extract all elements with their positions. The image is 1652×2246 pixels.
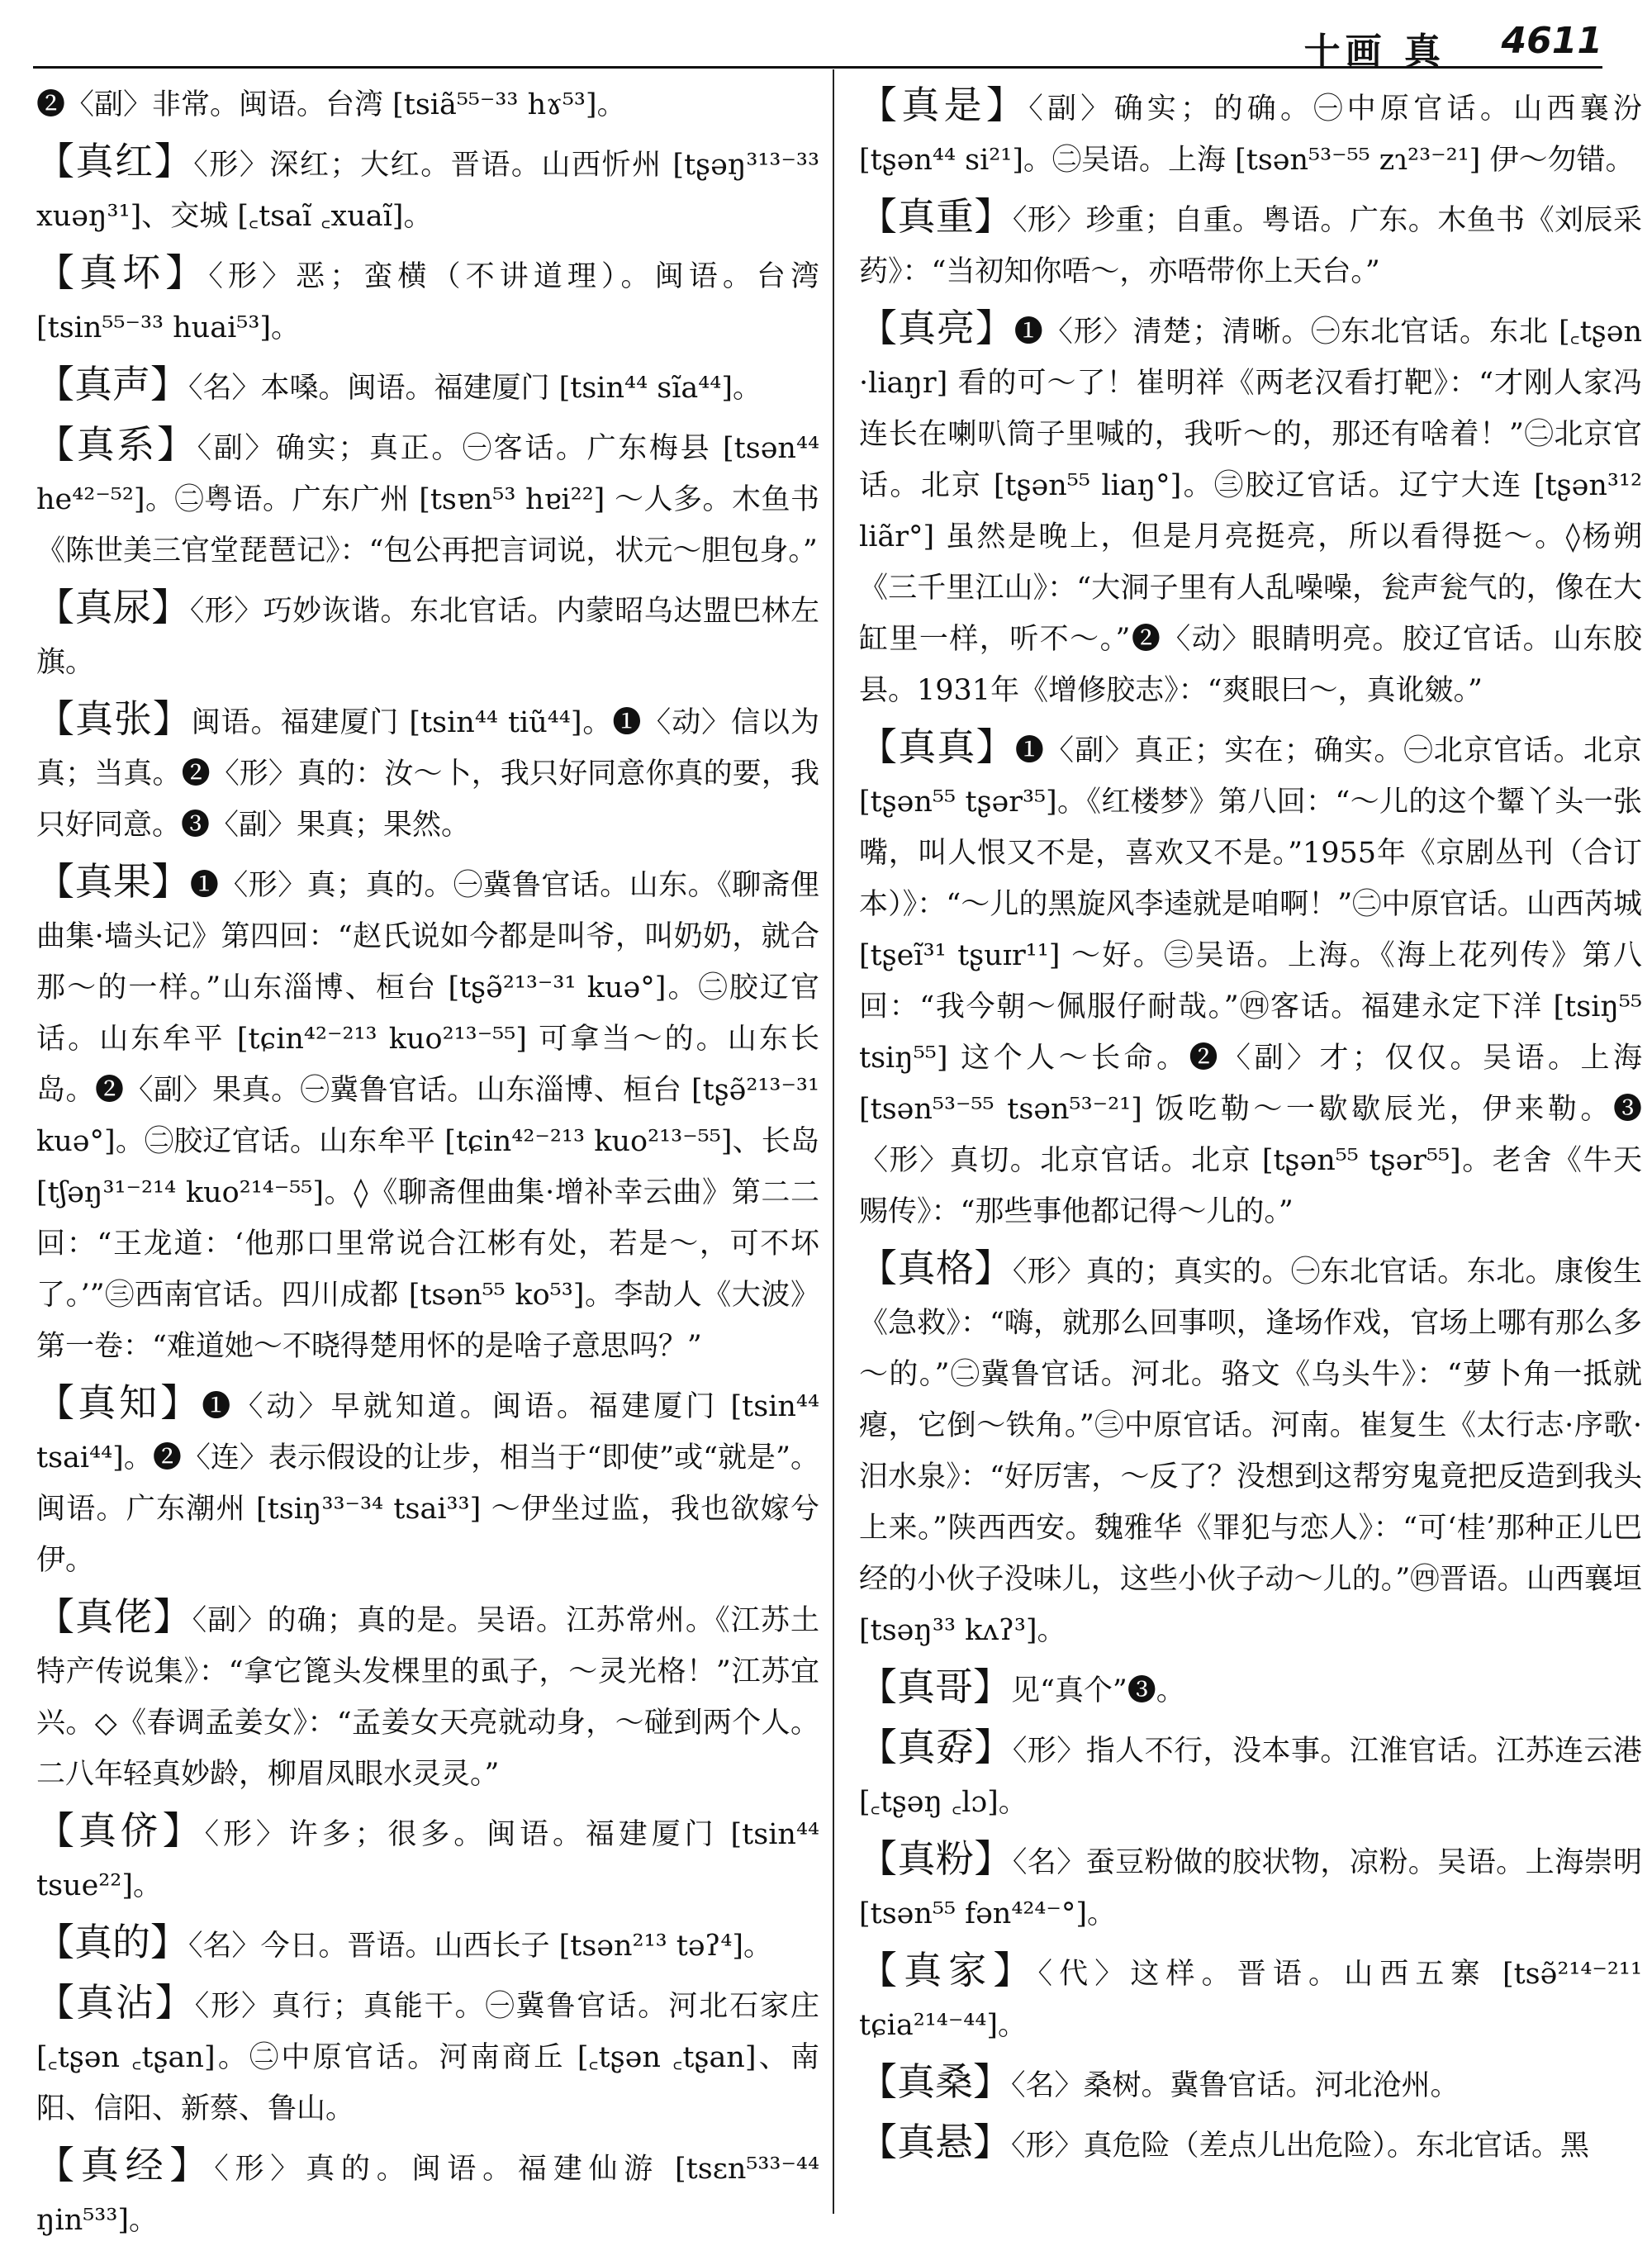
entry-headword: 【真的】 [36, 1920, 188, 1964]
dictionary-entry [859, 1944, 1642, 2051]
entry-definition: ❶〈动〉早就知道。闽语。福建厦门 [tsin⁴⁴ tsai⁴⁴]。❷〈连〉表示假设的让步，相当于“即使”或“就是”。闽语。广东潮州 [tsiŋ³³⁻³⁴ tsai³³] ～伊坐过监，我也欲嫁兮伊。 [36, 1390, 819, 1577]
dictionary-entry [859, 191, 1642, 297]
entry-headword: 【真经】 [36, 2143, 215, 2187]
dictionary-entry [36, 1805, 819, 1911]
dictionary-entry [859, 721, 1642, 1237]
entry-headword: 【真粉】 [859, 1836, 1013, 1881]
dictionary-entry [36, 79, 819, 131]
dictionary-entry [36, 1916, 819, 1972]
entry-headword: 【真家】 [859, 1948, 1038, 1992]
dictionary-entry [36, 856, 819, 1372]
entry-definition: 闽语。福建厦门 [tsin⁴⁴ tiũ⁴⁴]。❶〈动〉信以为真；当真。❷〈形〉真的：汝～卜，我只好同意你真的要，我只好同意。❸〈副〉果真；果然。 [36, 706, 820, 842]
page-header [33, 15, 1602, 73]
entry-headword: 【真悬】 [859, 2120, 1011, 2164]
header-rule [33, 66, 1602, 69]
dictionary-entry [859, 1661, 1642, 1717]
entry-headword: 【真沾】 [36, 1980, 195, 2025]
entry-definition: ❷〈副〉非常。闽语。台湾 [tsiã⁵⁵⁻³³ hɤ⁵³]。 [36, 88, 626, 121]
chapter-title: 十画 真 [1303, 31, 1446, 73]
entry-definition: ❶〈形〉真；真的。㊀冀鲁官话。山东。《聊斋俚曲集·墙头记》第四回：“赵氏说如今都是叫爷，叫奶奶，就合那～的一样。”山东淄博、桓台 [tʂə̃²¹³⁻³¹ kuə°]。㊁胶辽官话。山东牟平 [tɕin⁴²⁻²¹³ kuo²¹³⁻⁵⁵] 可拿当～的。山东长岛。❷〈副〉果真。㊀冀鲁官话。山东淄博、桓台 [tʂə̃²¹³⁻³¹ kuə°]。㊁胶辽官话。山东牟平 [tɕin⁴²⁻²¹³ kuo²¹³⁻⁵⁵]、长岛 [tʃəŋ³¹⁻²¹⁴ kuo²¹⁴⁻⁵⁵]。◊《聊斋俚曲集·增补幸云曲》第二二回：“王龙道：‘他那口里常说合江彬有处，若是～，可不坏了。’”㊂西南官话。四川成都 [tsən⁵⁵ ko⁵³]。李劼人《大波》第一卷：“难道她～不晓得楚用怀的是啥子意思吗？” [36, 869, 819, 1363]
entry-definition: 〈名〉今日。晋语。山西长子 [tsən²¹³ təʔ⁴]。 [188, 1930, 773, 1963]
entry-headword: 【真是】 [859, 83, 1029, 127]
entry-headword: 【真坏】 [36, 250, 209, 295]
dictionary-entry [36, 135, 819, 242]
entry-headword: 【真桑】 [859, 2059, 1011, 2104]
entry-headword: 【真真】 [859, 724, 1015, 769]
entry-definition: 〈代〉这样。晋语。山西五寨 [tsə̃²¹⁴⁻²¹¹ tɕia²¹⁴⁻⁴⁴]。 [859, 1958, 1642, 2042]
dictionary-entry [36, 1591, 819, 1800]
entry-definition: 〈形〉深红；大红。晋语。山西忻州 [tʂəŋ³¹³⁻³³ xuəŋ³¹]、交城 [꜀tsaĩ ꜀xuaĩ]。 [36, 149, 819, 233]
entry-definition: 〈名〉本嗓。闽语。福建厦门 [tsin⁴⁴ sĩa⁴⁴]。 [188, 372, 762, 405]
entry-definition: 〈副〉确实；的确。㊀中原官话。山西襄汾 [tʂən⁴⁴ si²¹]。㊁吴语。上海 [tsən⁵³⁻⁵⁵ zɿ²³⁻²¹] 伊～勿错。 [859, 93, 1642, 177]
dictionary-entry [859, 2056, 1642, 2111]
entry-headword: 【真声】 [36, 362, 188, 406]
right-column [859, 79, 1642, 2214]
dictionary-entry [36, 419, 819, 577]
entry-headword: 【真亮】 [859, 306, 1014, 350]
dictionary-entry [36, 693, 819, 851]
entry-definition: 〈副〉确实；真正。㊀客话。广东梅县 [tsən⁴⁴ he⁴²⁻⁵²]。㊁粤语。广东广州 [tsɐn⁵³ hɐi²²] ～人多。木鱼书《陈世美三官堂琵琶记》：“包公再把言词说，状元～胆包身。” [36, 432, 820, 567]
entry-headword: 【真红】 [36, 139, 194, 183]
dictionary-entry [859, 1721, 1642, 1828]
entry-headword: 【真尿】 [36, 585, 190, 629]
entry-definition: 〈形〉许多；很多。闽语。福建厦门 [tsin⁴⁴ tsue²²]。 [36, 1818, 820, 1902]
entry-headword: 【真果】 [36, 859, 190, 904]
entry-definition: 〈形〉恶；蛮横（不讲道理）。闽语。台湾 [tsin⁵⁵⁻³³ huai⁵³]。 [36, 260, 820, 344]
entry-definition: 〈形〉巧妙诙谐。东北官话。内蒙昭乌达盟巴林左旗。 [36, 595, 819, 679]
dictionary-entry [36, 1977, 819, 2134]
entry-definition: 〈形〉指人不行，没本事。江淮官话。江苏连云港 [꜀tʂəŋ ꜀lɔ]。 [859, 1735, 1642, 1819]
dictionary-entry [859, 79, 1642, 186]
entry-definition: 见“真个”❸。 [1011, 1674, 1185, 1707]
entry-definition: 〈形〉真的；真实的。㊀东北官话。东北。康俊生《急救》：“嗨，就那么回事呗，逢场作戏，官场上哪有那么多～的。”㊁冀鲁官话。河北。骆文《乌头牛》：“萝卜角一抵就瘪，它倒～铁角。”㊂中原官话。河南。崔复生《太行志·序歌·汨水泉》：“好厉害，～反了？没想到这帮穷鬼竟把反造到我头上来。”陕西西安。魏雅华《罪犯与恋人》：“可‘桂’那种正儿巴经的小伙子没味儿，这些小伙子动～儿的。”㊃晋语。山西襄垣 [tsəŋ³³ kʌʔ³]。 [859, 1256, 1642, 1647]
entry-headword: 【真知】 [36, 1380, 202, 1425]
entry-headword: 【真系】 [36, 422, 197, 467]
entry-headword: 【真重】 [859, 194, 1013, 239]
entry-definition: 〈形〉真的。闽语。福建仙游 [tsɛn⁵³³⁻⁴⁴ ŋin⁵³³]。 [36, 2153, 819, 2237]
entry-definition: ❶〈副〉真正；实在；确实。㊀北京官话。北京 [tʂən⁵⁵ tʂər³⁵]。《红楼梦》第八回：“～儿的这个颦丫头一张嘴，叫人恨又不是，喜欢又不是。”1955年《京剧丛刊（合订本）》：“～儿的黑旋风李逵就是咱啊！”㊁中原官话。山西芮城 [tʂeĩ³¹ tʂuɪr¹¹] ～好。㊂吴语。上海。《海上花列传》第八回：“我今朝～佩服仔耐哉。”㊃客话。福建永定下洋 [tsiŋ⁵⁵ tsiŋ⁵⁵] 这个人～长命。❷〈副〉才；仅仅。吴语。上海 [tsən⁵³⁻⁵⁵ tsən⁵³⁻²¹] 饭吃勒～一歇歇辰光，伊来勒。❸〈形〉真切。北京官话。北京 [tʂən⁵⁵ tʂər⁵⁵]。老舍《牛天赐传》：“那些事他都记得～儿的。” [859, 734, 1642, 1228]
entry-definition: 〈名〉蚕豆粉做的胶状物，凉粉。吴语。上海崇明 [tsən⁵⁵ fən⁴²⁴⁻°]。 [859, 1846, 1642, 1930]
left-column [36, 79, 820, 2237]
dictionary-entry [36, 359, 819, 414]
entry-headword: 【真张】 [36, 696, 192, 741]
page-number: 4611 [1501, 20, 1602, 62]
entry-definition: 〈名〉桑树。冀鲁官话。河北沧州。 [1011, 2069, 1460, 2102]
dictionary-entry [36, 2139, 819, 2246]
entry-headword: 【真孬】 [859, 1725, 1013, 1769]
dictionary-entry [859, 1242, 1642, 1656]
entry-definition: 〈形〉真危险（差点儿出危险）。东北官话。黑 [1011, 2130, 1590, 2163]
dictionary-entry [36, 582, 819, 688]
dictionary-entry [36, 1377, 819, 1586]
dictionary-entry [859, 1833, 1642, 1940]
dictionary-entry [36, 247, 819, 354]
entry-headword: 【真侪】 [36, 1808, 205, 1853]
entry-headword: 【真格】 [859, 1246, 1013, 1290]
entry-definition: ❶〈形〉清楚；清晰。㊀东北官话。东北 [꜀tʂən ·liaŋr] 看的可～了！崔明祥《两老汉看打靶》：“才刚人家冯连长在喇叭筒子里喊的，我听～的，那还有啥着！”㊁北京官话。北京 [tʂən⁵⁵ liaŋ°]。㊂胶辽官话。辽宁大连 [tʂən³¹² liãr°] 虽然是晚上，但是月亮挺亮，所以看得挺～。◊杨朔《三千里江山》：“大洞子里有人乱噪噪，瓮声瓮气的，像在大缸里一样，听不～。”❷〈动〉眼睛明亮。胶辽官话。山东胶县。1931年《增修胶志》：“爽眼曰～，真讹皴。” [859, 316, 1642, 707]
entry-definition: 〈形〉真行；真能干。㊀冀鲁官话。河北石家庄 [꜀tʂən ꜀tʂan]。㊁中原官话。河南商丘 [꜀tʂən ꜀tʂan]、南阳、信阳、新蔡、鲁山。 [36, 1990, 819, 2125]
entry-definition: 〈形〉珍重；自重。粤语。广东。木鱼书《刘辰采药》：“当初知你唔～，亦唔带你上天台。” [859, 204, 1642, 288]
entry-definition: 〈副〉的确；真的是。吴语。江苏常州。《江苏土特产传说集》：“拿它篦头发棵里的虱子，～灵光格！”江苏宜兴。◇《春调孟姜女》：“孟姜女天亮就动身，～碰到两个人。二八年轻真妙龄，柳眉凤眼水灵灵。” [36, 1604, 819, 1791]
column-divider [833, 69, 834, 2214]
entry-headword: 【真佬】 [36, 1594, 192, 1639]
dictionary-entry [859, 302, 1642, 716]
entry-headword: 【真哥】 [859, 1664, 1011, 1709]
dictionary-entry [859, 2116, 1642, 2172]
